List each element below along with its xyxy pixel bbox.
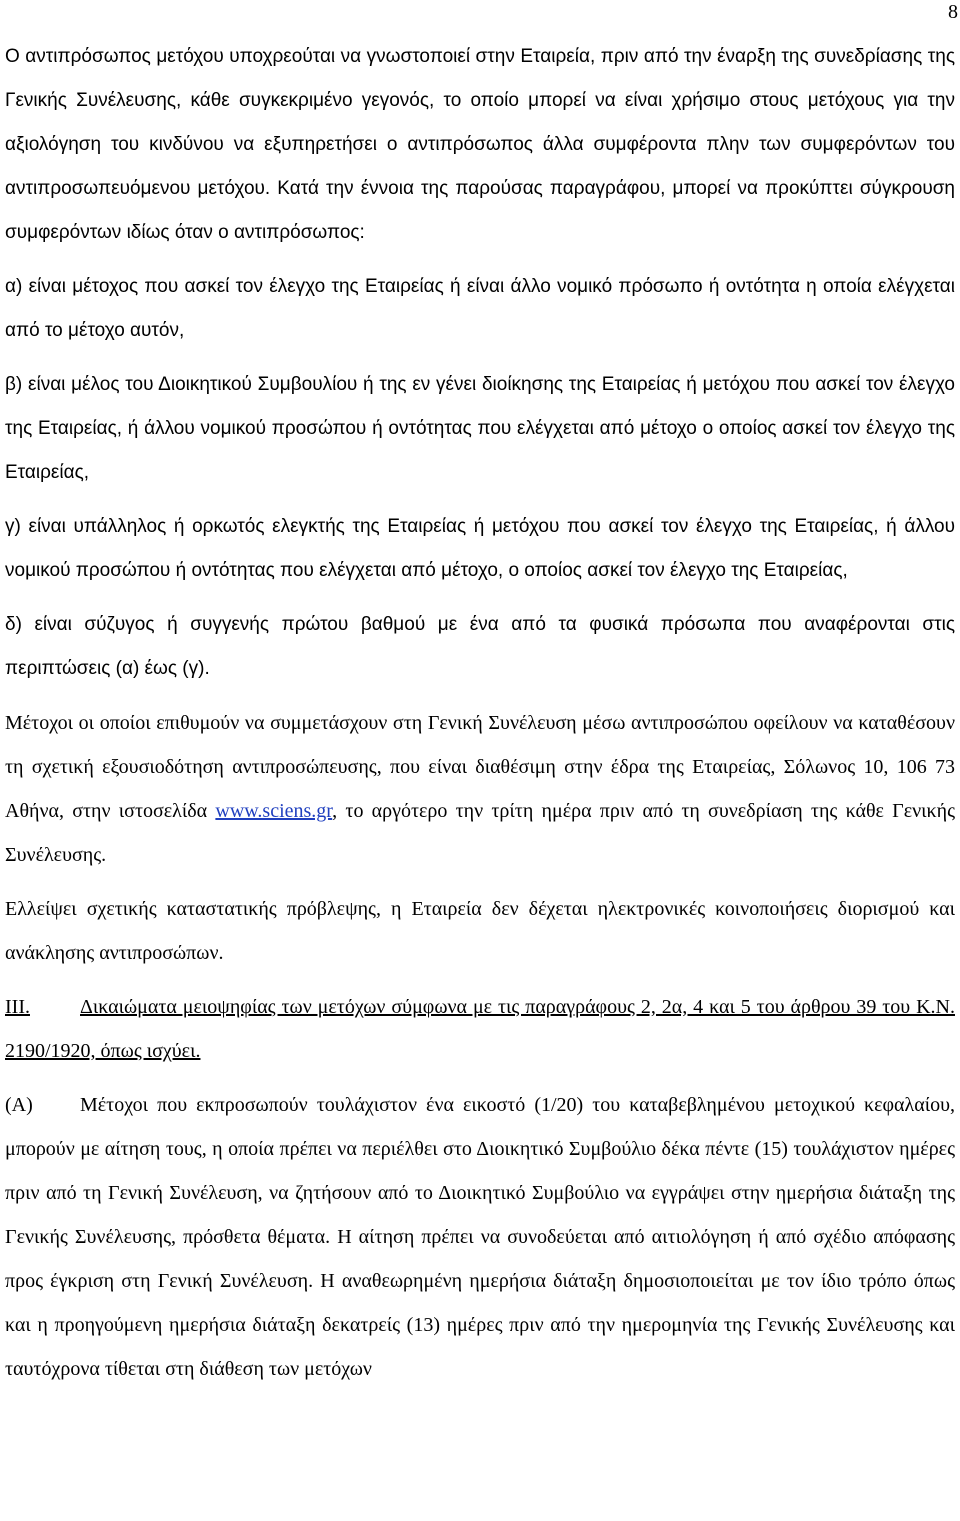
paragraph-proxy-disclosure: Ο αντιπρόσωπος μετόχου υποχρεούται να γνωστοποιεί στην Εταιρεία, πριν από την έναρξη της συνεδρίασης της Γενικής Συνέλευσης, κάθε συγκεκριμένο γεγονός, το οποίο μπορεί να είναι χρήσιμο στους μετόχους για την αξιολόγηση του κινδύνου να εξυπηρετήσει ο αντιπρόσωπος άλλα συμφέροντα πλην των συμφερόντων του αντιπροσωπευόμενου μετόχου. Κατά την έννοια της παρούσας παραγράφου, μπορεί να προκύπτει σύγκρουση συμφερόντων ιδίως όταν ο αντιπρόσωπος: [5, 46, 955, 243]
list-item-b: β) είναι μέλος του Διοικητικού Συμβουλίου ή της εν γένει διοίκησης της Εταιρείας ή μετόχου που ασκεί τον έλεγχο της Εταιρείας, ή άλλου νομικού προσώπου ή οντότητας που ελέγχεται από μέτοχο ο οποίος ασκεί τον έλεγχο της Εταιρείας, [5, 374, 955, 483]
item-A-text: Μέτοχοι που εκπροσωπούν τουλάχιστον ένα εικοστό (1/20) του καταβεβλημένου μετοχικού κεφαλαίου, μπορούν με αίτηση τους, η οποία πρέπει να περιέλθει στο Διοικητικό Συμβούλιο δέκα πέντε (15) τουλάχιστον ημέρες πριν από τη Γενική Συνέλευση, να ζητήσουν από το Διοικητικό Συμβούλιο να εγγράψει στην ημερήσια διάταξη της Γενικής Συνέλευσης, πρόσθετα θέματα. Η αίτηση πρέπει να συνοδεύεται από αιτιολόγηση ή από σχέδιο απόφασης προς έγκριση στη Γενική Συνέλευση. Η αναθεωρημένη ημερήσια διάταξη δημοσιοποιείται με τον ίδιο τρόπο όπως και η προηγούμενη ημερήσια διάταξη δεκατρείς (13) ημέρες πριν από την ημερομηνία της Γενικής Συνέλευσης και ταυτόχρονα τίθεται στη διάθεση των μετόχων [5, 1094, 955, 1380]
list-item-d: δ) είναι σύζυγος ή συγγενής πρώτου βαθμού με ένα από τα φυσικά πρόσωπα που αναφέρονται στις περιπτώσεις (α) έως (γ). [5, 614, 955, 679]
paragraph-item-A [5, 1083, 955, 1391]
paragraph-shareholders-text-before: Μέτοχοι οι οποίοι επιθυμούν να συμμετάσχουν στη Γενική Συνέλευση μέσω αντιπροσώπου οφείλουν να καταθέσουν τη σχετική εξουσιοδότηση αντιπροσώπευσης, που είναι διαθέσιμη στην έδρα της Εταιρείας, Σόλωνος 10, 106 73 Αθήνα, στην ιστοσελίδα [5, 712, 955, 822]
list-item-c: γ) είναι υπάλληλος ή ορκωτός ελεγκτής της Εταιρείας ή μετόχου που ασκεί τον έλεγχο της Εταιρείας, ή άλλου νομικού προσώπου ή οντότητας που ελέγχεται από μέτοχο, ο οποίος ασκεί τον έλεγχο της Εταιρείας, [5, 516, 955, 581]
document-body [5, 35, 955, 1391]
paragraph-electronic-notifications: Ελλείψει σχετικής καταστατικής πρόβλεψης, η Εταιρεία δεν δέχεται ηλεκτρονικές κοινοποιήσεις διορισμού και ανάκλησης αντιπροσώπων. [5, 898, 955, 964]
section-number: III. [5, 996, 30, 1018]
list-item-a: α) είναι μέτοχος που ασκεί τον έλεγχο της Εταιρείας ή είναι άλλο νομικό πρόσωπο ή οντότητα η οποία ελέγχεται από το μέτοχο αυτόν, [5, 276, 955, 341]
section-heading-iii [5, 985, 955, 1073]
paragraph-shareholders-proxy [5, 701, 955, 877]
section-title: Δικαιώματα μειοψηφίας των μετόχων σύμφωνα με τις παραγράφους 2, 2α, 4 και 5 του άρθρου 39 του Κ.Ν. 2190/1920, όπως ισχύει. [5, 996, 955, 1062]
page-number: 8 [948, 1, 958, 23]
paragraph-shareholders-text-after: , το αργότερο την τρίτη ημέρα πριν από τη συνεδρίαση της κάθε Γενικής Συνέλευσης. [5, 800, 956, 866]
item-A-label: (Α) [5, 1094, 33, 1116]
website-link[interactable]: www.sciens.gr [215, 800, 333, 822]
